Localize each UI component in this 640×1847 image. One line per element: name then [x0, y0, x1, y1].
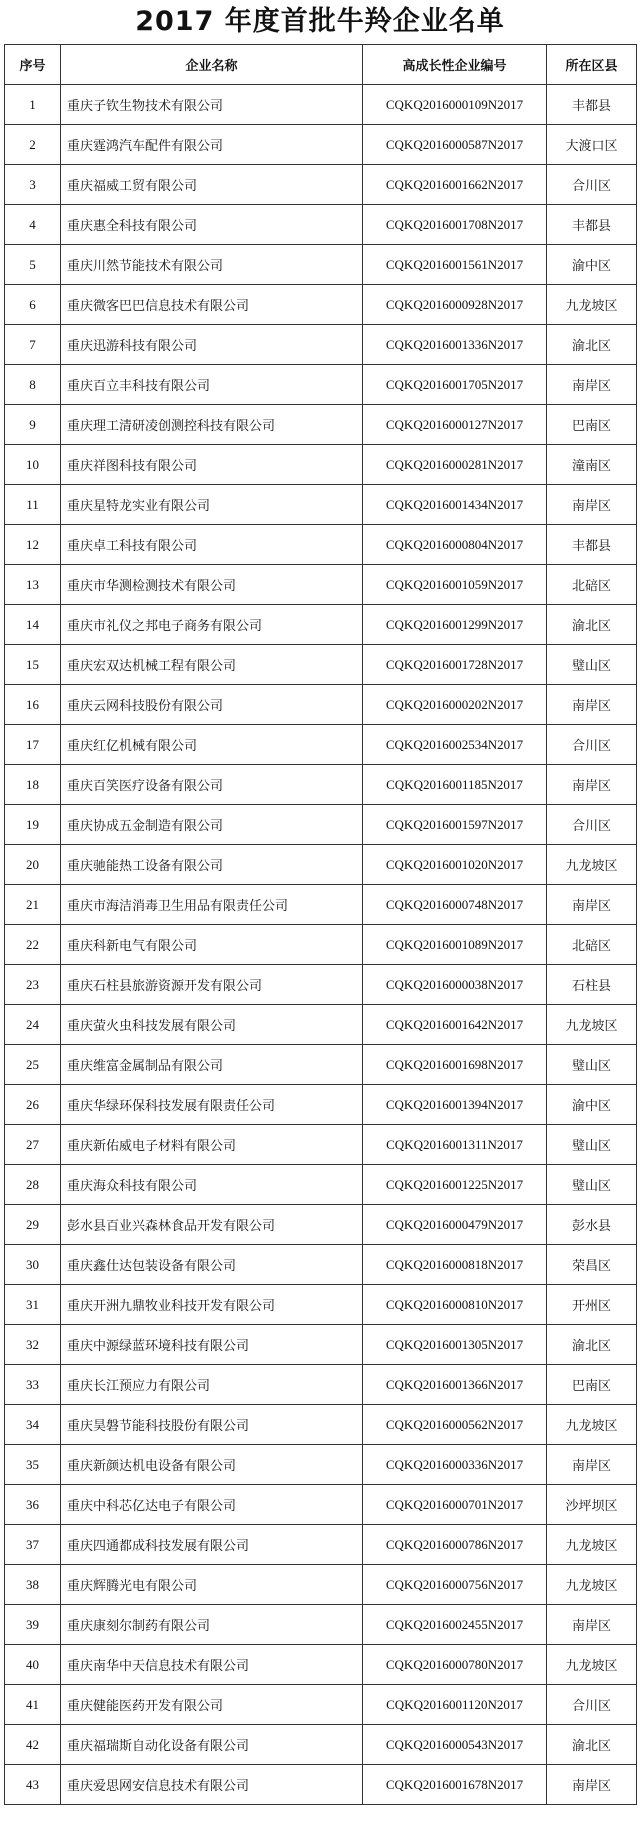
cell-enterprise-code: CQKQ2016001434N2017	[363, 485, 547, 525]
cell-no: 13	[5, 565, 61, 605]
cell-enterprise-code: CQKQ2016000810N2017	[363, 1285, 547, 1325]
cell-enterprise-code: CQKQ2016001728N2017	[363, 645, 547, 685]
cell-enterprise-code: CQKQ2016001020N2017	[363, 845, 547, 885]
cell-enterprise-code: CQKQ2016001678N2017	[363, 1765, 547, 1805]
cell-no: 14	[5, 605, 61, 645]
cell-no: 4	[5, 205, 61, 245]
cell-enterprise-code: CQKQ2016001089N2017	[363, 925, 547, 965]
cell-enterprise-code: CQKQ2016001698N2017	[363, 1045, 547, 1085]
cell-district: 璧山区	[547, 1165, 637, 1205]
cell-district: 南岸区	[547, 1605, 637, 1645]
cell-enterprise-code: CQKQ2016000562N2017	[363, 1405, 547, 1445]
cell-district: 丰都县	[547, 205, 637, 245]
cell-no: 40	[5, 1645, 61, 1685]
cell-district: 九龙坡区	[547, 1525, 637, 1565]
cell-company-name: 重庆中科芯亿达电子有限公司	[61, 1485, 363, 1525]
cell-enterprise-code: CQKQ2016001336N2017	[363, 325, 547, 365]
table-row	[5, 165, 637, 205]
cell-district: 渝北区	[547, 1725, 637, 1765]
cell-district: 合川区	[547, 725, 637, 765]
cell-no: 30	[5, 1245, 61, 1285]
table-row	[5, 1405, 637, 1445]
cell-company-name: 重庆理工清研凌创测控科技有限公司	[61, 405, 363, 445]
cell-company-name: 重庆鑫仕达包装设备有限公司	[61, 1245, 363, 1285]
cell-no: 28	[5, 1165, 61, 1205]
table-row	[5, 1205, 637, 1245]
cell-company-name: 重庆卓工科技有限公司	[61, 525, 363, 565]
cell-no: 31	[5, 1285, 61, 1325]
cell-enterprise-code: CQKQ2016000543N2017	[363, 1725, 547, 1765]
header-no: 序号	[5, 45, 61, 85]
table-row	[5, 1125, 637, 1165]
cell-district: 九龙坡区	[547, 1565, 637, 1605]
cell-company-name: 重庆驰能热工设备有限公司	[61, 845, 363, 885]
cell-district: 璧山区	[547, 645, 637, 685]
table-row	[5, 85, 637, 125]
cell-no: 34	[5, 1405, 61, 1445]
table-row	[5, 1725, 637, 1765]
cell-district: 南岸区	[547, 685, 637, 725]
cell-no: 17	[5, 725, 61, 765]
table-row	[5, 1605, 637, 1645]
cell-no: 26	[5, 1085, 61, 1125]
cell-company-name: 重庆中源绿蓝环境科技有限公司	[61, 1325, 363, 1365]
cell-company-name: 重庆科新电气有限公司	[61, 925, 363, 965]
cell-district: 渝北区	[547, 605, 637, 645]
cell-enterprise-code: CQKQ2016001120N2017	[363, 1685, 547, 1725]
cell-enterprise-code: CQKQ2016000038N2017	[363, 965, 547, 1005]
cell-no: 39	[5, 1605, 61, 1645]
table-row	[5, 205, 637, 245]
cell-company-name: 重庆石柱县旅游资源开发有限公司	[61, 965, 363, 1005]
cell-district: 合川区	[547, 1685, 637, 1725]
cell-company-name: 重庆市华测检测技术有限公司	[61, 565, 363, 605]
cell-no: 7	[5, 325, 61, 365]
header-name: 企业名称	[61, 45, 363, 85]
cell-no: 19	[5, 805, 61, 845]
cell-enterprise-code: CQKQ2016000928N2017	[363, 285, 547, 325]
cell-company-name: 重庆爱思网安信息技术有限公司	[61, 1765, 363, 1805]
cell-no: 16	[5, 685, 61, 725]
table-row	[5, 645, 637, 685]
cell-enterprise-code: CQKQ2016000780N2017	[363, 1645, 547, 1685]
table-row	[5, 925, 637, 965]
cell-enterprise-code: CQKQ2016001059N2017	[363, 565, 547, 605]
enterprise-table	[4, 44, 637, 1805]
cell-district: 合川区	[547, 165, 637, 205]
cell-enterprise-code: CQKQ2016001225N2017	[363, 1165, 547, 1205]
cell-company-name: 重庆霆鸿汽车配件有限公司	[61, 125, 363, 165]
cell-no: 36	[5, 1485, 61, 1525]
cell-district: 南岸区	[547, 485, 637, 525]
cell-company-name: 重庆子钦生物技术有限公司	[61, 85, 363, 125]
cell-no: 6	[5, 285, 61, 325]
cell-company-name: 重庆市礼仪之邦电子商务有限公司	[61, 605, 363, 645]
cell-company-name: 重庆市海洁消毒卫生用品有限责任公司	[61, 885, 363, 925]
header-district: 所在区县	[547, 45, 637, 85]
table-row	[5, 1685, 637, 1725]
cell-district: 南岸区	[547, 1445, 637, 1485]
cell-enterprise-code: CQKQ2016001185N2017	[363, 765, 547, 805]
table-row	[5, 405, 637, 445]
cell-company-name: 重庆辉腾光电有限公司	[61, 1565, 363, 1605]
header-code: 高成长性企业编号	[363, 45, 547, 85]
table-row	[5, 1485, 637, 1525]
table-row	[5, 1165, 637, 1205]
cell-district: 大渡口区	[547, 125, 637, 165]
table-row	[5, 965, 637, 1005]
cell-company-name: 重庆协成五金制造有限公司	[61, 805, 363, 845]
table-row	[5, 1245, 637, 1285]
cell-district: 潼南区	[547, 445, 637, 485]
cell-no: 1	[5, 85, 61, 125]
table-row	[5, 1085, 637, 1125]
table-row	[5, 1285, 637, 1325]
table-row	[5, 725, 637, 765]
cell-district: 北碚区	[547, 925, 637, 965]
table-row	[5, 485, 637, 525]
cell-no: 11	[5, 485, 61, 525]
table-row	[5, 1645, 637, 1685]
cell-district: 荣昌区	[547, 1245, 637, 1285]
cell-district: 沙坪坝区	[547, 1485, 637, 1525]
cell-no: 20	[5, 845, 61, 885]
table-row	[5, 1045, 637, 1085]
cell-district: 渝北区	[547, 325, 637, 365]
cell-enterprise-code: CQKQ2016001394N2017	[363, 1085, 547, 1125]
cell-no: 23	[5, 965, 61, 1005]
table-row	[5, 1325, 637, 1365]
cell-district: 渝中区	[547, 245, 637, 285]
table-row	[5, 805, 637, 845]
cell-company-name: 重庆昊磐节能科技股份有限公司	[61, 1405, 363, 1445]
table-row	[5, 325, 637, 365]
cell-company-name: 重庆新颜达机电设备有限公司	[61, 1445, 363, 1485]
cell-company-name: 重庆迅游科技有限公司	[61, 325, 363, 365]
table-body	[5, 85, 637, 1805]
cell-no: 33	[5, 1365, 61, 1405]
cell-no: 8	[5, 365, 61, 405]
cell-district: 九龙坡区	[547, 285, 637, 325]
cell-no: 29	[5, 1205, 61, 1245]
cell-company-name: 重庆宏双达机械工程有限公司	[61, 645, 363, 685]
table-row	[5, 1525, 637, 1565]
cell-company-name: 重庆百立丰科技有限公司	[61, 365, 363, 405]
cell-enterprise-code: CQKQ2016000281N2017	[363, 445, 547, 485]
table-row	[5, 1765, 637, 1805]
cell-no: 32	[5, 1325, 61, 1365]
cell-no: 41	[5, 1685, 61, 1725]
table-row	[5, 685, 637, 725]
cell-enterprise-code: CQKQ2016000479N2017	[363, 1205, 547, 1245]
cell-district: 南岸区	[547, 365, 637, 405]
table-header-row	[5, 45, 637, 85]
cell-enterprise-code: CQKQ2016000756N2017	[363, 1565, 547, 1605]
cell-enterprise-code: CQKQ2016001708N2017	[363, 205, 547, 245]
cell-no: 24	[5, 1005, 61, 1045]
cell-district: 九龙坡区	[547, 1645, 637, 1685]
table-row	[5, 885, 637, 925]
table-row	[5, 605, 637, 645]
cell-no: 27	[5, 1125, 61, 1165]
cell-no: 37	[5, 1525, 61, 1565]
cell-no: 9	[5, 405, 61, 445]
cell-company-name: 重庆四通都成科技发展有限公司	[61, 1525, 363, 1565]
cell-company-name: 重庆红亿机械有限公司	[61, 725, 363, 765]
cell-enterprise-code: CQKQ2016000336N2017	[363, 1445, 547, 1485]
cell-company-name: 重庆川然节能技术有限公司	[61, 245, 363, 285]
cell-enterprise-code: CQKQ2016001299N2017	[363, 605, 547, 645]
cell-company-name: 重庆云网科技股份有限公司	[61, 685, 363, 725]
cell-company-name: 重庆福瑞斯自动化设备有限公司	[61, 1725, 363, 1765]
cell-company-name: 重庆长江预应力有限公司	[61, 1365, 363, 1405]
cell-enterprise-code: CQKQ2016001561N2017	[363, 245, 547, 285]
cell-enterprise-code: CQKQ2016000748N2017	[363, 885, 547, 925]
cell-district: 北碚区	[547, 565, 637, 605]
cell-company-name: 重庆惠全科技有限公司	[61, 205, 363, 245]
table-row	[5, 765, 637, 805]
cell-no: 2	[5, 125, 61, 165]
table-row	[5, 285, 637, 325]
cell-enterprise-code: CQKQ2016000109N2017	[363, 85, 547, 125]
cell-district: 九龙坡区	[547, 1405, 637, 1445]
cell-company-name: 重庆华绿环保科技发展有限责任公司	[61, 1085, 363, 1125]
cell-enterprise-code: CQKQ2016001642N2017	[363, 1005, 547, 1045]
cell-district: 丰都县	[547, 525, 637, 565]
cell-company-name: 重庆新佑威电子材料有限公司	[61, 1125, 363, 1165]
cell-enterprise-code: CQKQ2016001305N2017	[363, 1325, 547, 1365]
cell-enterprise-code: CQKQ2016000587N2017	[363, 125, 547, 165]
cell-district: 璧山区	[547, 1045, 637, 1085]
cell-district: 南岸区	[547, 765, 637, 805]
cell-district: 南岸区	[547, 885, 637, 925]
table-row	[5, 1005, 637, 1045]
cell-enterprise-code: CQKQ2016000818N2017	[363, 1245, 547, 1285]
cell-company-name: 重庆福威工贸有限公司	[61, 165, 363, 205]
table-row	[5, 525, 637, 565]
cell-no: 3	[5, 165, 61, 205]
cell-no: 12	[5, 525, 61, 565]
cell-no: 15	[5, 645, 61, 685]
cell-company-name: 重庆祥图科技有限公司	[61, 445, 363, 485]
cell-district: 九龙坡区	[547, 845, 637, 885]
cell-company-name: 彭水县百业兴森林食品开发有限公司	[61, 1205, 363, 1245]
cell-no: 10	[5, 445, 61, 485]
page-title: 2017 年度首批牛羚企业名单	[135, 6, 505, 37]
cell-enterprise-code: CQKQ2016000701N2017	[363, 1485, 547, 1525]
cell-company-name: 重庆维富金属制品有限公司	[61, 1045, 363, 1085]
cell-enterprise-code: CQKQ2016002455N2017	[363, 1605, 547, 1645]
cell-company-name: 重庆康刻尔制药有限公司	[61, 1605, 363, 1645]
cell-company-name: 重庆微客巴巴信息技术有限公司	[61, 285, 363, 325]
cell-company-name: 重庆百笑医疗设备有限公司	[61, 765, 363, 805]
table-row	[5, 565, 637, 605]
cell-district: 璧山区	[547, 1125, 637, 1165]
cell-enterprise-code: CQKQ2016002534N2017	[363, 725, 547, 765]
cell-no: 43	[5, 1765, 61, 1805]
cell-no: 38	[5, 1565, 61, 1605]
cell-district: 开州区	[547, 1285, 637, 1325]
cell-district: 巴南区	[547, 1365, 637, 1405]
table-row	[5, 1365, 637, 1405]
cell-no: 42	[5, 1725, 61, 1765]
cell-district: 彭水县	[547, 1205, 637, 1245]
cell-district: 丰都县	[547, 85, 637, 125]
cell-no: 18	[5, 765, 61, 805]
table-row	[5, 845, 637, 885]
cell-company-name: 重庆海众科技有限公司	[61, 1165, 363, 1205]
cell-no: 25	[5, 1045, 61, 1085]
cell-district: 九龙坡区	[547, 1005, 637, 1045]
table-row	[5, 1565, 637, 1605]
cell-enterprise-code: CQKQ2016001366N2017	[363, 1365, 547, 1405]
cell-enterprise-code: CQKQ2016001705N2017	[363, 365, 547, 405]
cell-district: 合川区	[547, 805, 637, 845]
table-row	[5, 245, 637, 285]
cell-district: 石柱县	[547, 965, 637, 1005]
cell-enterprise-code: CQKQ2016000127N2017	[363, 405, 547, 445]
cell-company-name: 重庆萤火虫科技发展有限公司	[61, 1005, 363, 1045]
cell-company-name: 重庆健能医药开发有限公司	[61, 1685, 363, 1725]
cell-no: 21	[5, 885, 61, 925]
table-row	[5, 1445, 637, 1485]
cell-enterprise-code: CQKQ2016001662N2017	[363, 165, 547, 205]
cell-company-name: 重庆开洲九鼎牧业科技开发有限公司	[61, 1285, 363, 1325]
cell-enterprise-code: CQKQ2016001597N2017	[363, 805, 547, 845]
cell-no: 35	[5, 1445, 61, 1485]
cell-no: 5	[5, 245, 61, 285]
cell-company-name: 重庆南华中天信息技术有限公司	[61, 1645, 363, 1685]
cell-enterprise-code: CQKQ2016000804N2017	[363, 525, 547, 565]
cell-company-name: 重庆星特龙实业有限公司	[61, 485, 363, 525]
cell-district: 南岸区	[547, 1765, 637, 1805]
table-row	[5, 365, 637, 405]
table-row	[5, 125, 637, 165]
cell-enterprise-code: CQKQ2016000202N2017	[363, 685, 547, 725]
cell-district: 巴南区	[547, 405, 637, 445]
cell-no: 22	[5, 925, 61, 965]
cell-district: 渝中区	[547, 1085, 637, 1125]
cell-district: 渝北区	[547, 1325, 637, 1365]
cell-enterprise-code: CQKQ2016000786N2017	[363, 1525, 547, 1565]
cell-enterprise-code: CQKQ2016001311N2017	[363, 1125, 547, 1165]
table-row	[5, 445, 637, 485]
